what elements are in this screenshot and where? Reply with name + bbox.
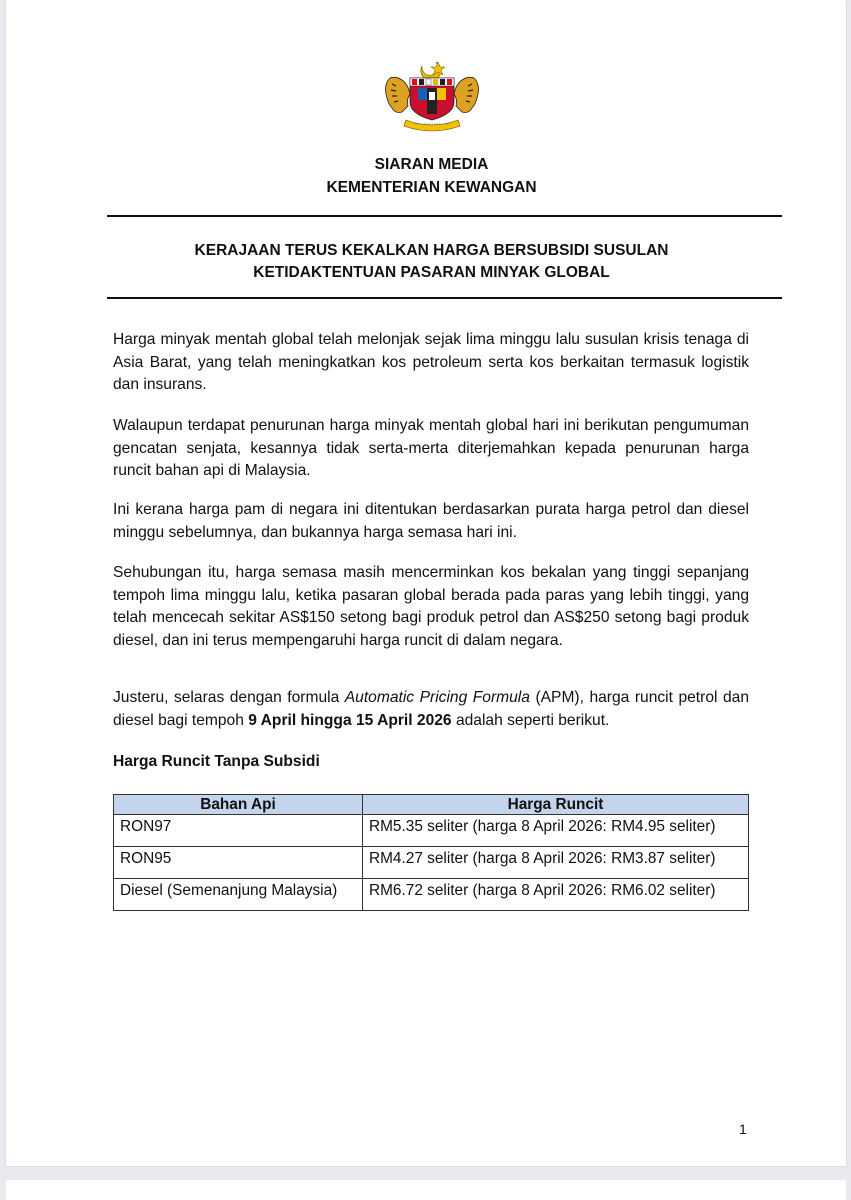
bottom-divider bbox=[107, 297, 782, 299]
paragraph-5 bbox=[113, 687, 749, 732]
column-header-fuel: Bahan Api bbox=[114, 795, 363, 815]
fuel-cell: RON95 bbox=[114, 847, 363, 879]
top-divider bbox=[107, 215, 782, 217]
price-cell: RM6.72 seliter (harga 8 April 2026: RM6.02 seliter) bbox=[363, 879, 749, 911]
price-period: 9 April hingga 15 April 2026 bbox=[248, 711, 452, 729]
ministry-name: KEMENTERIAN KEWANGAN bbox=[326, 179, 537, 196]
page-number: 1 bbox=[739, 1121, 747, 1137]
headline-line-2: KETIDAKTENTUAN PASARAN MINYAK GLOBAL bbox=[253, 264, 610, 281]
document-page bbox=[6, 0, 846, 1166]
column-header-price: Harga Runcit bbox=[363, 795, 749, 815]
paragraph-5-suffix: adalah seperti berikut. bbox=[451, 711, 610, 729]
table-heading: Harga Runcit Tanpa Subsidi bbox=[113, 753, 320, 770]
table-header-row bbox=[114, 795, 749, 815]
paragraph-4: Sehubungan itu, harga semasa masih mencerminkan kos bekalan yang tinggi sepanjang tempoh lima minggu lalu, ketika pasaran global berada pada paras yang lebih tinggi, yang telah mencecah sekitar AS$150 setong bagi produk petrol dan AS$250 setong bagi produk diesel, dan ini terus mempengaruhi harga runcit di dalam negara. bbox=[113, 564, 749, 649]
fuel-price-table bbox=[113, 794, 749, 911]
media-release-label: SIARAN MEDIA bbox=[374, 156, 489, 173]
price-cell: RM4.27 seliter (harga 8 April 2026: RM3.87 seliter) bbox=[363, 847, 749, 879]
headline-line-1: KERAJAAN TERUS KEKALKAN HARGA BERSUBSIDI SUSULAN bbox=[194, 242, 669, 259]
paragraph-3: Ini kerana harga pam di negara ini ditentukan berdasarkan purata harga petrol dan diesel minggu sebelumnya, dan bukannya harga semasa hari ini. bbox=[113, 501, 749, 541]
paragraph-1: Harga minyak mentah global telah melonjak sejak lima minggu lalu susulan krisis tenaga di Asia Barat, yang telah meningkatkan kos petroleum serta kos berkaitan termasuk logistik dan insurans. bbox=[113, 331, 749, 393]
table-row bbox=[114, 879, 749, 911]
fuel-cell: RON97 bbox=[114, 815, 363, 847]
table-row bbox=[114, 815, 749, 847]
apm-term: Automatic Pricing Formula bbox=[344, 689, 530, 706]
next-page-edge bbox=[6, 1180, 846, 1200]
table-row bbox=[114, 847, 749, 879]
paragraph-5-mid: (APM), harga runcit petrol dan diesel bagi tempoh bbox=[113, 689, 749, 729]
malaysia-coat-of-arms-icon bbox=[380, 58, 484, 134]
fuel-cell: Diesel (Semenanjung Malaysia) bbox=[114, 879, 363, 911]
paragraph-2: Walaupun terdapat penurunan harga minyak mentah global hari ini berikutan pengumuman gencatan senjata, kesannya tidak serta-merta diterjemahkan kepada penurunan harga runcit bahan api di Malaysia. bbox=[113, 417, 749, 479]
paragraph-5-prefix: Justeru, selaras dengan formula bbox=[113, 689, 345, 706]
price-cell: RM5.35 seliter (harga 8 April 2026: RM4.95 seliter) bbox=[363, 815, 749, 847]
